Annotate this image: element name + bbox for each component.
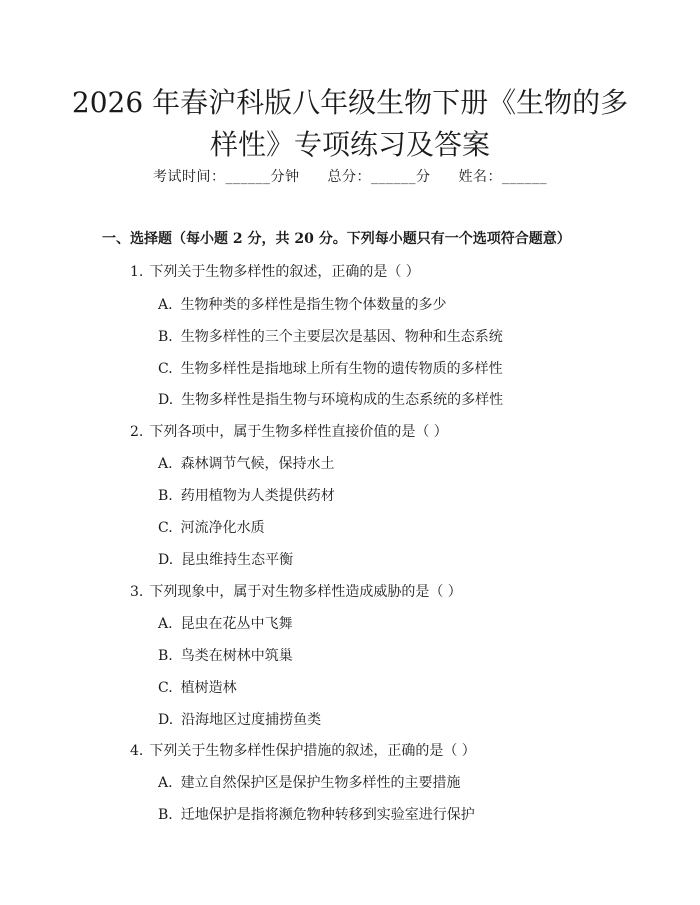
option-text: 昆虫维持生态平衡 [181, 552, 294, 568]
option-text: 迁地保护是指将濒危物种转移到实验室进行保护 [180, 807, 475, 823]
option-text: 生物多样性的三个主要层次是基因、物种和生态系统 [180, 329, 503, 345]
question-number: 4. [130, 743, 144, 759]
question-stem [130, 581, 462, 603]
answer-option [158, 772, 461, 794]
option-letter: D. [158, 712, 174, 728]
option-letter: B. [158, 488, 173, 504]
option-text: 鸟类在树林中筑巢 [180, 648, 293, 664]
option-letter: B. [158, 648, 173, 664]
exam-time-field: 考试时间：______分钟 [153, 169, 300, 185]
answer-option [158, 677, 237, 699]
document-title: 2026 年春沪科版八年级生物下册《生物的多样性》专项练习及答案 [71, 86, 629, 161]
answer-option [158, 453, 335, 475]
answer-option [158, 613, 293, 635]
answer-option [158, 389, 503, 411]
option-text: 昆虫在花丛中飞舞 [180, 616, 293, 632]
answer-option [158, 804, 475, 826]
option-text: 建立自然保护区是保护生物多样性的主要措施 [180, 775, 461, 791]
exam-info-line [0, 166, 700, 188]
answer-option [158, 485, 335, 507]
option-text: 森林调节气候，保持水土 [180, 456, 335, 472]
question-text: 下列各项中，属于生物多样性直接价值的是（ ） [149, 424, 448, 440]
answer-option [158, 358, 503, 380]
answer-option [158, 645, 293, 667]
option-letter: B. [158, 807, 173, 823]
answer-option [158, 549, 293, 571]
option-text: 药用植物为人类提供药材 [180, 488, 335, 504]
option-text: 植树造林 [180, 680, 237, 696]
question-text: 下列关于生物多样性的叙述，正确的是（ ） [149, 264, 420, 280]
question-number: 3. [130, 584, 144, 600]
option-text: 生物种类的多样性是指生物个体数量的多少 [180, 297, 447, 313]
option-letter: D. [158, 392, 174, 408]
option-letter: A. [158, 775, 173, 791]
student-name-field: 姓名：______ [458, 169, 547, 185]
option-text: 河流净化水质 [180, 520, 265, 536]
option-text: 生物多样性是指地球上所有生物的遗传物质的多样性 [180, 361, 503, 377]
total-score-field: 总分：______分 [327, 169, 431, 185]
question-stem [130, 421, 448, 443]
option-letter: B. [158, 329, 173, 345]
question-text: 下列现象中，属于对生物多样性造成威胁的是（ ） [149, 584, 462, 600]
question-stem [130, 261, 420, 283]
answer-option [158, 517, 265, 539]
option-letter: C. [158, 680, 173, 696]
answer-option [158, 326, 503, 348]
option-letter: C. [158, 361, 173, 377]
section-heading: 一、选择题（每小题 2 分，共 20 分。下列每小题只有一个选项符合题意） [102, 231, 571, 247]
question-stem [130, 740, 476, 762]
option-letter: A. [158, 616, 173, 632]
option-text: 沿海地区过度捕捞鱼类 [181, 712, 322, 728]
answer-option [158, 709, 321, 731]
question-number: 2. [130, 424, 144, 440]
question-number: 1. [130, 264, 144, 280]
option-letter: A. [158, 297, 173, 313]
option-letter: A. [158, 456, 173, 472]
option-letter: C. [158, 520, 173, 536]
question-text: 下列关于生物多样性保护措施的叙述，正确的是（ ） [149, 743, 476, 759]
option-text: 生物多样性是指生物与环境构成的生态系统的多样性 [181, 392, 504, 408]
option-letter: D. [158, 552, 174, 568]
answer-option [158, 294, 447, 316]
